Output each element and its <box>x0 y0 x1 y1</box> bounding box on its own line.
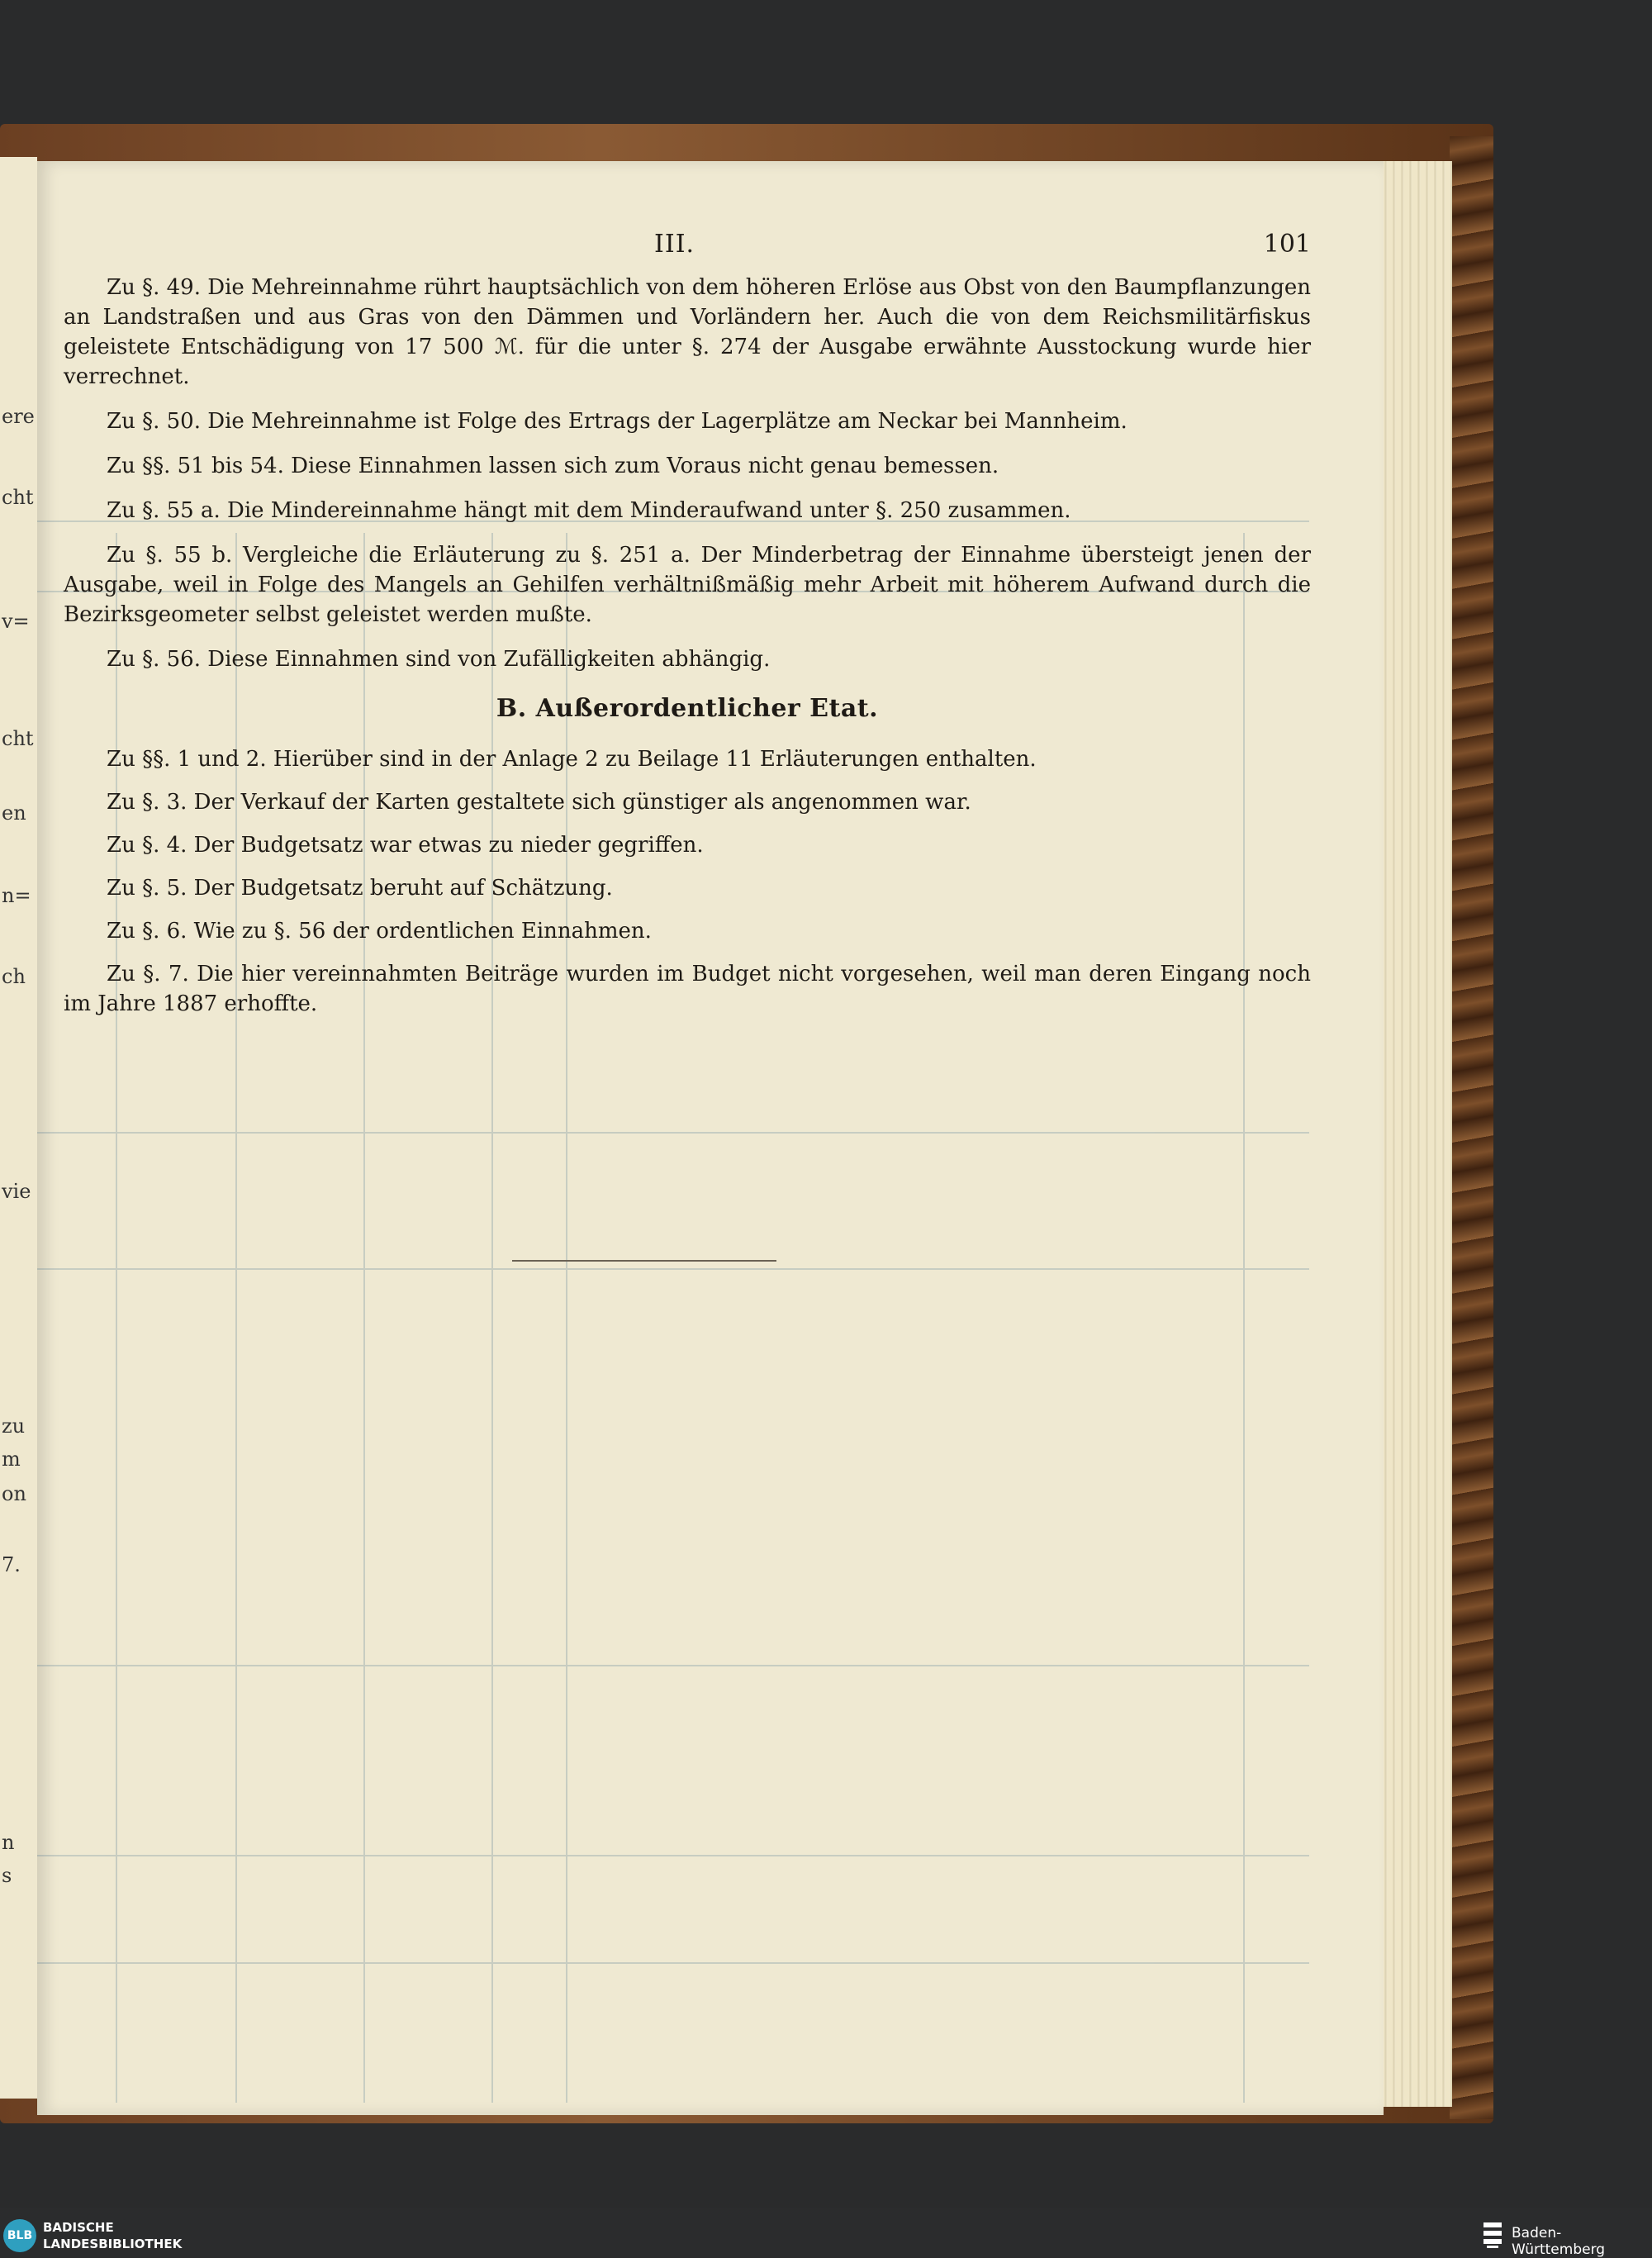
left-fragment: en <box>2 801 26 825</box>
closing-rule <box>512 1260 776 1262</box>
page-number: 101 <box>1263 230 1311 259</box>
paragraph: Zu §. 5. Der Budgetsatz beruht auf Schätzung. <box>107 876 613 901</box>
paragraph: Zu §. 6. Wie zu §. 56 der ordentlichen Einnahmen. <box>107 919 652 944</box>
left-fragment: ere <box>2 405 35 428</box>
paragraph: Zu §§. 51 bis 54. Diese Einnahmen lassen sich zum Voraus nicht genau bemessen. <box>107 454 999 478</box>
page-text <box>64 223 1311 1032</box>
left-fragment: ch <box>2 965 26 988</box>
left-fragment: vie <box>2 1180 31 1203</box>
paragraph: Zu §. 3. Der Verkauf der Karten gestaltete sich günstiger als angenommen war. <box>107 790 971 815</box>
paragraph: Zu §. 50. Die Mehreinnahme ist Folge des Ertrags der Lagerplätze am Neckar bei Mannheim. <box>107 409 1127 434</box>
paragraph: Zu §§. 1 und 2. Hierüber sind in der Anlage 2 zu Beilage 11 Erläuterungen enthalten. <box>107 747 1037 772</box>
page-header <box>64 223 1311 273</box>
state-name: Baden-Württemberg <box>1512 2225 1606 2258</box>
left-fragment: m <box>2 1447 21 1471</box>
blb-badge-text: BLB <box>7 2229 33 2242</box>
paragraph: Zu §. 55 b. Vergleiche die Erläuterung zu §. 251 a. Der Minderbetrag der Einnahme übersteigt jenen der Ausgabe, weil in Folge des Mangels an Gehilfen verhältnißmäßig mehr Arbeit mit höherem Aufwand durch die Bezirksgeometer selbst geleistet werden mußte. <box>64 543 1311 627</box>
left-page-strip <box>0 157 37 2099</box>
paragraph: Zu §. 49. Die Mehreinnahme rührt hauptsächlich von dem höheren Erlöse aus Obst von den Baumpflanzungen an Landstraßen und aus Gras von den Dämmen und Vorländern her. Auch die von dem Reichsmilitärfiskus geleistete Entschädigung von 17 500 ℳ. für die unter §. 274 der Ausgabe erwähnte Ausstockung wurde hier verrechnet. <box>64 275 1311 389</box>
page-section-numeral: III. <box>654 230 695 259</box>
left-fragment: n <box>2 1831 15 1854</box>
paragraph: Zu §. 55 a. Die Mindereinnahme hängt mit dem Minderaufwand unter §. 250 zusammen. <box>107 498 1071 523</box>
section-heading: B. Außerordentlicher Etat. <box>496 694 879 723</box>
left-fragment: v= <box>2 610 30 633</box>
blb-logo-icon <box>3 2219 36 2252</box>
paragraph: Zu §. 7. Die hier vereinnahmten Beiträge wurden im Budget nicht vorgesehen, weil man deren Eingang noch im Jahre 1887 erhoffte. <box>64 962 1311 1016</box>
paragraph: Zu §. 4. Der Budgetsatz war etwas zu nieder gegriffen. <box>107 833 704 858</box>
cover-marbled-edge <box>1450 136 1493 2119</box>
left-fragment: cht <box>2 486 34 509</box>
left-fragment: s <box>2 1864 12 1887</box>
left-fragment: 7. <box>2 1553 21 1576</box>
baden-wuerttemberg-lion-icon <box>1480 2219 1505 2251</box>
left-fragment: zu <box>2 1414 26 1438</box>
library-name <box>43 2219 182 2252</box>
library-name-line2: LANDESBIBLIOTHEK <box>43 2237 183 2251</box>
library-name-line1: BADISCHE <box>43 2220 114 2235</box>
left-fragment: n= <box>2 884 31 907</box>
left-fragment: cht <box>2 727 34 750</box>
paragraph: Zu §. 56. Diese Einnahmen sind von Zufälligkeiten abhängig. <box>107 647 771 672</box>
footer-bar <box>0 2208 1652 2257</box>
left-fragment: on <box>2 1482 26 1505</box>
